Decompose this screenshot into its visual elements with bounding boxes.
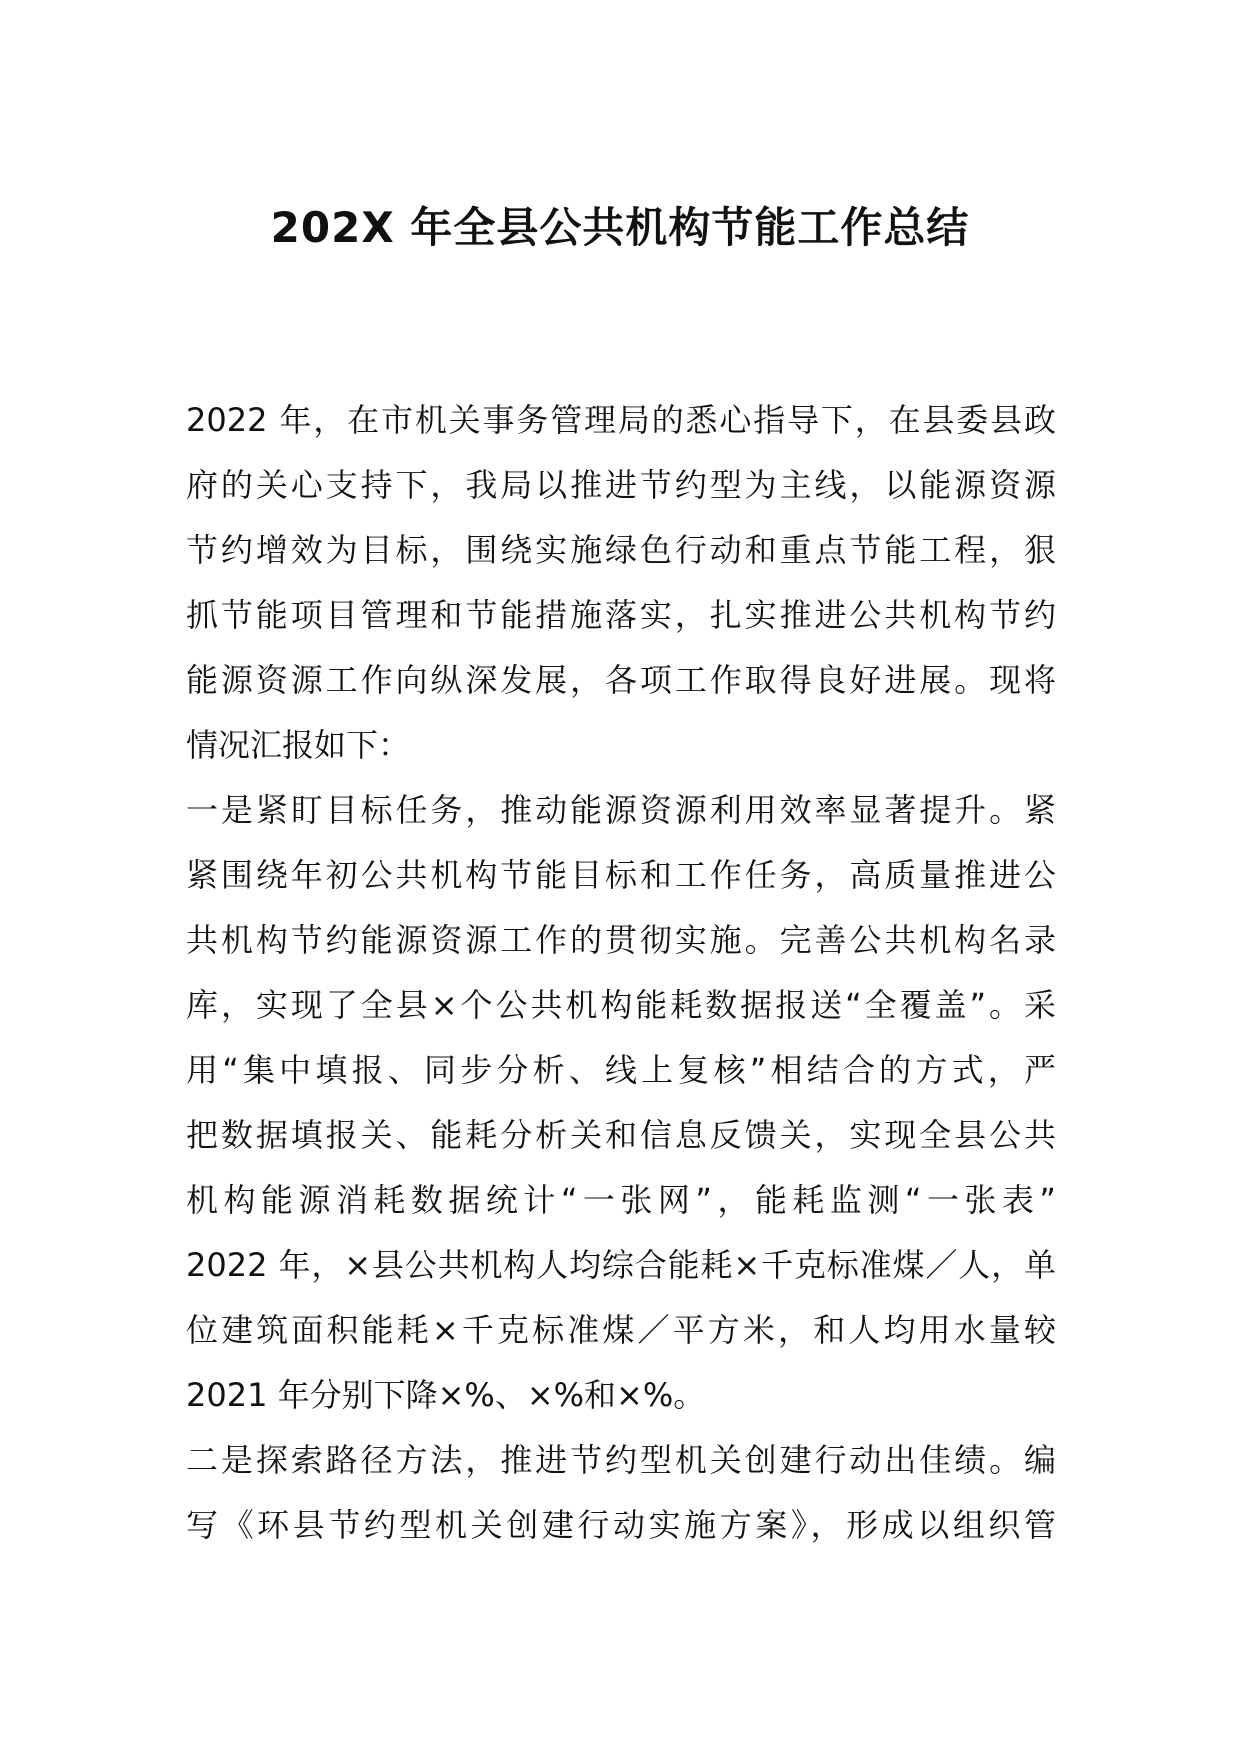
text-line: 写《环县节约型机关创建行动实施方案》，形成以组织管 [186,1506,1056,1544]
text-line: 紧围绕年初公共机构节能目标和工作任务，高质量推进公 [186,856,1056,894]
text-line: 情况汇报如下： [186,726,411,764]
text-line: 2022 年，×县公共机构人均综合能耗×千克标准煤／人，单 [186,1246,1056,1284]
text-line: 位建筑面积能耗×千克标准煤／平方米，和人均用水量较 [186,1311,1056,1349]
text-line: 能源资源工作向纵深发展，各项工作取得良好进展。现将 [186,661,1056,699]
text-line: 库，实现了全县×个公共机构能耗数据报送“全覆盖”。采 [186,986,1056,1024]
text-line: 一是紧盯目标任务，推动能源资源利用效率显著提升。紧 [186,791,1056,829]
document-title: 202X 年全县公共机构节能工作总结 [270,203,970,252]
text-line: 机构能源消耗数据统计“一张网”，能耗监测“一张表” [186,1181,1056,1219]
text-line: 二是探索路径方法，推进节约型机关创建行动出佳绩。编 [186,1441,1056,1479]
paragraph-section-one [186,778,1056,1428]
text-line: 共机构节约能源资源工作的贯彻实施。完善公共机构名录 [186,921,1056,959]
text-line: 2022 年，在市机关事务管理局的悉心指导下，在县委县政 [186,401,1056,439]
text-line: 抓节能项目管理和节能措施落实，扎实推进公共机构节约 [186,596,1056,634]
text-line: 府的关心支持下，我局以推进节约型为主线，以能源资源 [186,466,1056,504]
paragraph-intro [186,388,1056,778]
paragraph-section-two [186,1428,1056,1558]
text-line: 用“集中填报、同步分析、线上复核”相结合的方式，严 [186,1051,1056,1089]
text-line: 2021 年分别下降×%、×%和×%。 [186,1376,706,1414]
text-line: 把数据填报关、能耗分析关和信息反馈关，实现全县公共 [186,1116,1056,1154]
document-body [186,388,1056,1558]
text-line: 节约增效为目标，围绕实施绿色行动和重点节能工程，狠 [186,531,1056,569]
